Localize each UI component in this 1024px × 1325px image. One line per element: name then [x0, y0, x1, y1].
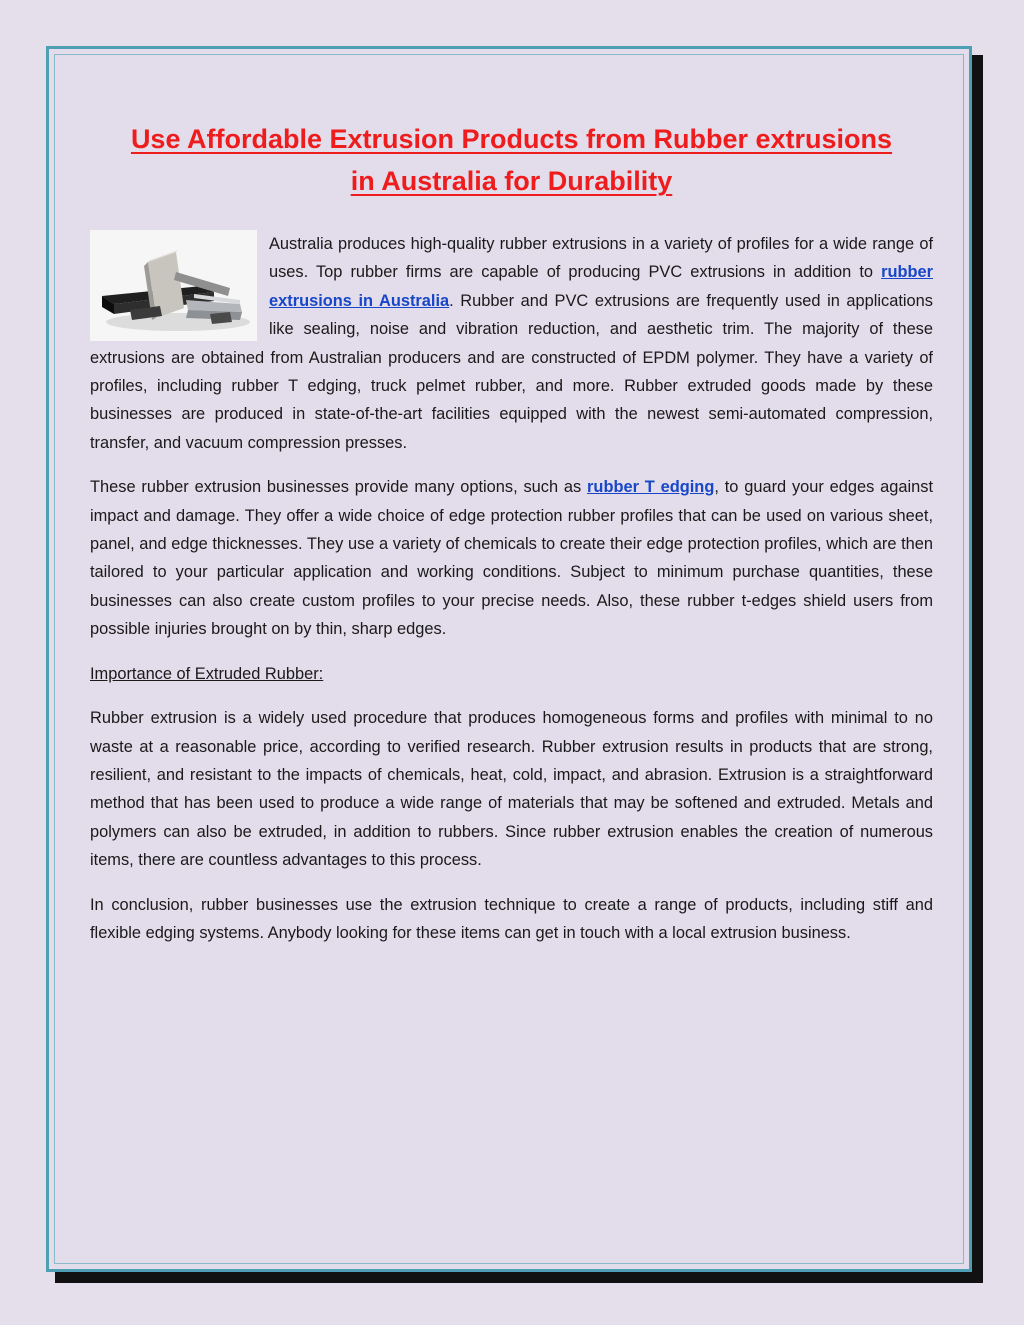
paragraph-t-edging-text-b: , to guard your edges against impact and damage. They offer a wide choice of edge protection rubber profiles that can be used on various sheet, panel, and edge thicknesses. They use a variety of chemicals to create their edge protection profiles, which are then tailored to your particular application and working conditions. Subject to minimum purchase quantities, these businesses can also create custom profiles to your precise needs. Also, these rubber t-edges shield users from possible injuries brought on by thin, sharp edges. — [90, 478, 934, 639]
section-heading-importance: Importance of Extruded Rubber: — [90, 664, 324, 683]
paragraph-intro — [90, 230, 933, 457]
paragraph-conclusion: In conclusion, rubber businesses use the extrusion technique to create a range of products, including stiff and flexible edging systems. Anybody looking for these items can get in touch with a local extrusion business. — [90, 895, 933, 942]
rubber-extrusion-profiles-icon — [90, 230, 257, 341]
title-line-2: in Australia for Durability — [350, 166, 673, 196]
paragraph-t-edging-text-a: These rubber extrusion businesses provide many options, such as — [90, 478, 588, 497]
paragraph-importance: Rubber extrusion is a widely used procedure that produces homogeneous forms and profiles with minimal to no waste at a reasonable price, according to verified research. Rubber extrusion results in products that are strong, resilient, and resistant to the impacts of chemicals, heat, cold, impact, and abrasion. Extrusion is a straightforward method that has been used to produce a wide range of materials that may be softened and extruded. Metals and polymers can also be extruded, in addition to rubbers. Since rubber extrusion enables the creation of numerous items, there are countless advantages to this process. — [90, 709, 933, 870]
document-content — [90, 118, 933, 963]
link-rubber-extrusions-australia[interactable]: rubber extrusions in Australia — [269, 263, 933, 310]
paragraph-intro-text-a: Australia produces high-quality rubber extrusions in a variety of profiles for a wide range of uses. Top rubber firms are capable of producing PVC extrusions in addition to — [269, 235, 933, 282]
paragraph-intro-text-b: . Rubber and PVC extrusions are frequently used in applications like sealing, noise and vibration reduction, and aesthetic trim. The majority of these extrusions are obtained from Australian producers and are constructed of EPDM polymer. They have a variety of profiles, including rubber T edging, truck pelmet rubber, and more. Rubber extruded goods made by these businesses are produced in state-of-the-art facilities equipped with the newest semi-automated compression, transfer, and vacuum compression presses. — [90, 291, 933, 452]
document-title — [90, 118, 933, 202]
rubber-extrusion-photo — [90, 230, 257, 341]
link-rubber-t-edging[interactable]: rubber T edging — [587, 478, 715, 497]
title-line-1: Use Affordable Extrusion Products from Rubber extrusions — [130, 124, 893, 154]
paragraph-t-edging — [90, 473, 933, 643]
